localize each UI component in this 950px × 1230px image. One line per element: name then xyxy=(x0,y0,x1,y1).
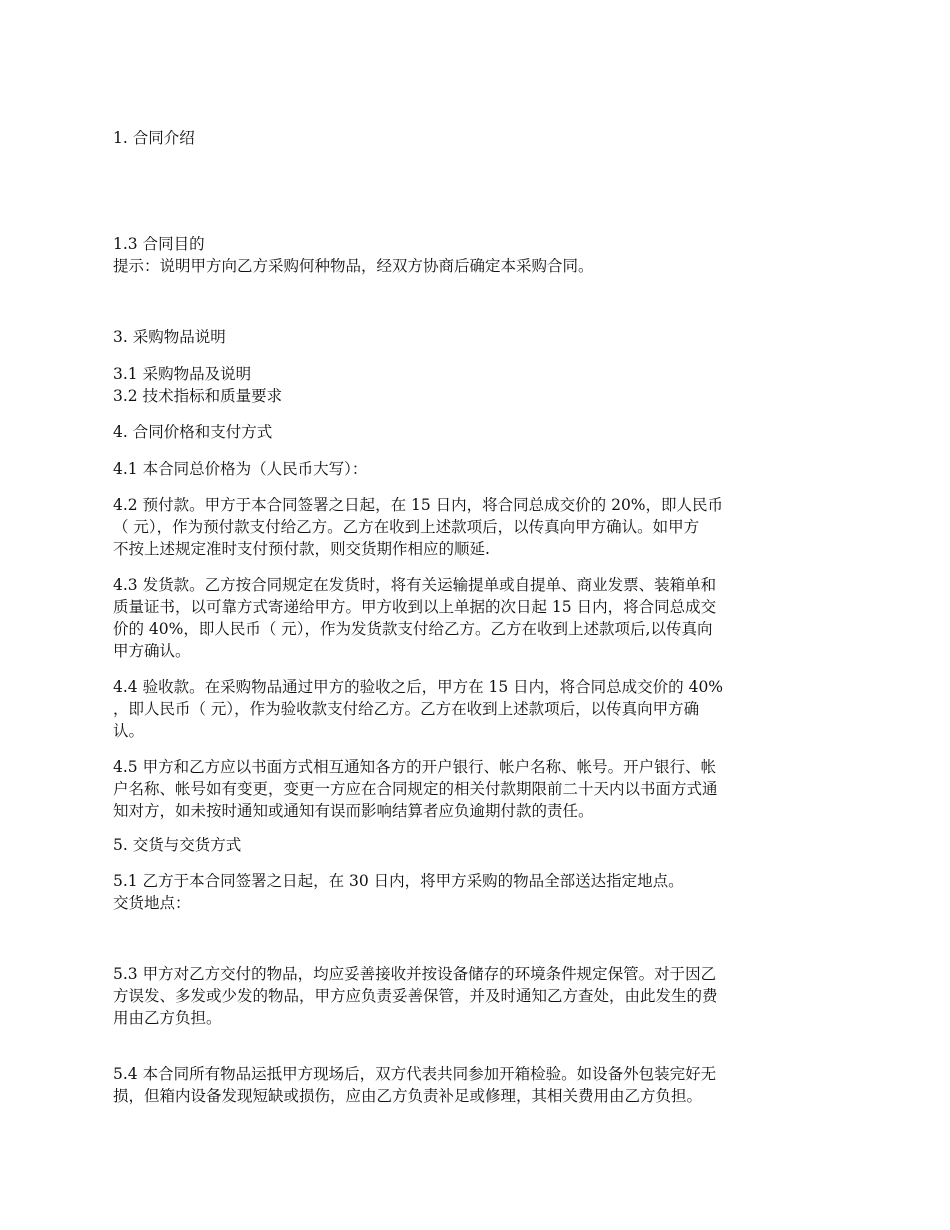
paragraph-line: 4.5 甲方和乙方应以书面方式相互通知各方的开户银行、帐户名称、帐号。开户银行、帐 xyxy=(113,758,717,776)
paragraph-line: 5.3 甲方对乙方交付的物品，均应妥善接收并按设备储存的环境条件规定保管。对于因乙 xyxy=(113,965,717,983)
paragraph-line: 4.2 预付款。甲方于本合同签署之日起，在 15 日内，将合同总成交价的 20%，即人民币 xyxy=(113,496,724,514)
paragraph-line: 认。 xyxy=(113,722,145,740)
subsection-heading: 3.1 采购物品及说明 xyxy=(113,365,252,383)
paragraph-line: 损，但箱内设备发现短缺或损伤，应由乙方负责补足或修理，其相关费用由乙方负担。 xyxy=(113,1087,703,1105)
paragraph-line: 方误发、多发或少发的物品，甲方应负责妥善保管，并及时通知乙方查处，由此发生的费 xyxy=(113,987,718,1005)
hint-text: 提示：说明甲方向乙方采购何种物品，经双方协商后确定本采购合同。 xyxy=(113,257,594,275)
subsection-heading: 1.3 合同目的 xyxy=(113,235,205,253)
paragraph-line: （ 元），作为预付款支付给乙方。乙方在收到上述款项后，以传真向甲方确认。如甲方 xyxy=(113,518,700,536)
subsection-heading: 3.2 技术指标和质量要求 xyxy=(113,387,283,405)
paragraph-line: 户名称、帐号如有变更，变更一方应在合同规定的相关付款期限前二十天内以书面方式通 xyxy=(113,780,718,798)
paragraph-line: 4.4 验收款。在采购物品通过甲方的验收之后，甲方在 15 日内，将合同总成交价的 40% xyxy=(113,678,724,696)
section-heading: 3. 采购物品说明 xyxy=(113,328,226,346)
paragraph-line: 甲方确认。 xyxy=(113,642,191,660)
paragraph-line: 用由乙方负担。 xyxy=(113,1009,222,1027)
paragraph-line: 质量证书，以可靠方式寄递给甲方。甲方收到以上单据的次日起 15 日内，将合同总成交 xyxy=(113,598,717,616)
paragraph-line: 4.1 本合同总价格为（人民币大写）： xyxy=(113,460,368,478)
paragraph-line: 4.3 发货款。乙方按合同规定在发货时，将有关运输提单或自提单、商业发票、装箱单和 xyxy=(113,576,717,594)
paragraph-line: 5.4 本合同所有物品运抵甲方现场后，双方代表共同参加开箱检验。如设备外包装完好无 xyxy=(113,1065,717,1083)
section-heading: 1. 合同介绍 xyxy=(113,129,195,147)
paragraph-line: 不按上述规定准时支付预付款，则交货期作相应的顺延. xyxy=(113,540,490,558)
paragraph-line: ，即人民币（ 元），作为验收款支付给乙方。乙方在收到上述款项后，以传真向甲方确 xyxy=(113,700,700,718)
paragraph-line: 价的 40%，即人民币（ 元），作为发货款支付给乙方。乙方在收到上述款项后,以传真向 xyxy=(113,620,713,638)
paragraph-line: 知对方，如未按时通知或通知有误而影响结算者应负逾期付款的责任。 xyxy=(113,802,594,820)
paragraph-line: 交货地点： xyxy=(113,894,191,912)
section-heading: 5. 交货与交货方式 xyxy=(113,836,242,854)
paragraph-line: 5.1 乙方于本合同签署之日起，在 30 日内，将甲方采购的物品全部送达指定地点。 xyxy=(113,872,684,890)
section-heading: 4. 合同价格和支付方式 xyxy=(113,423,273,441)
